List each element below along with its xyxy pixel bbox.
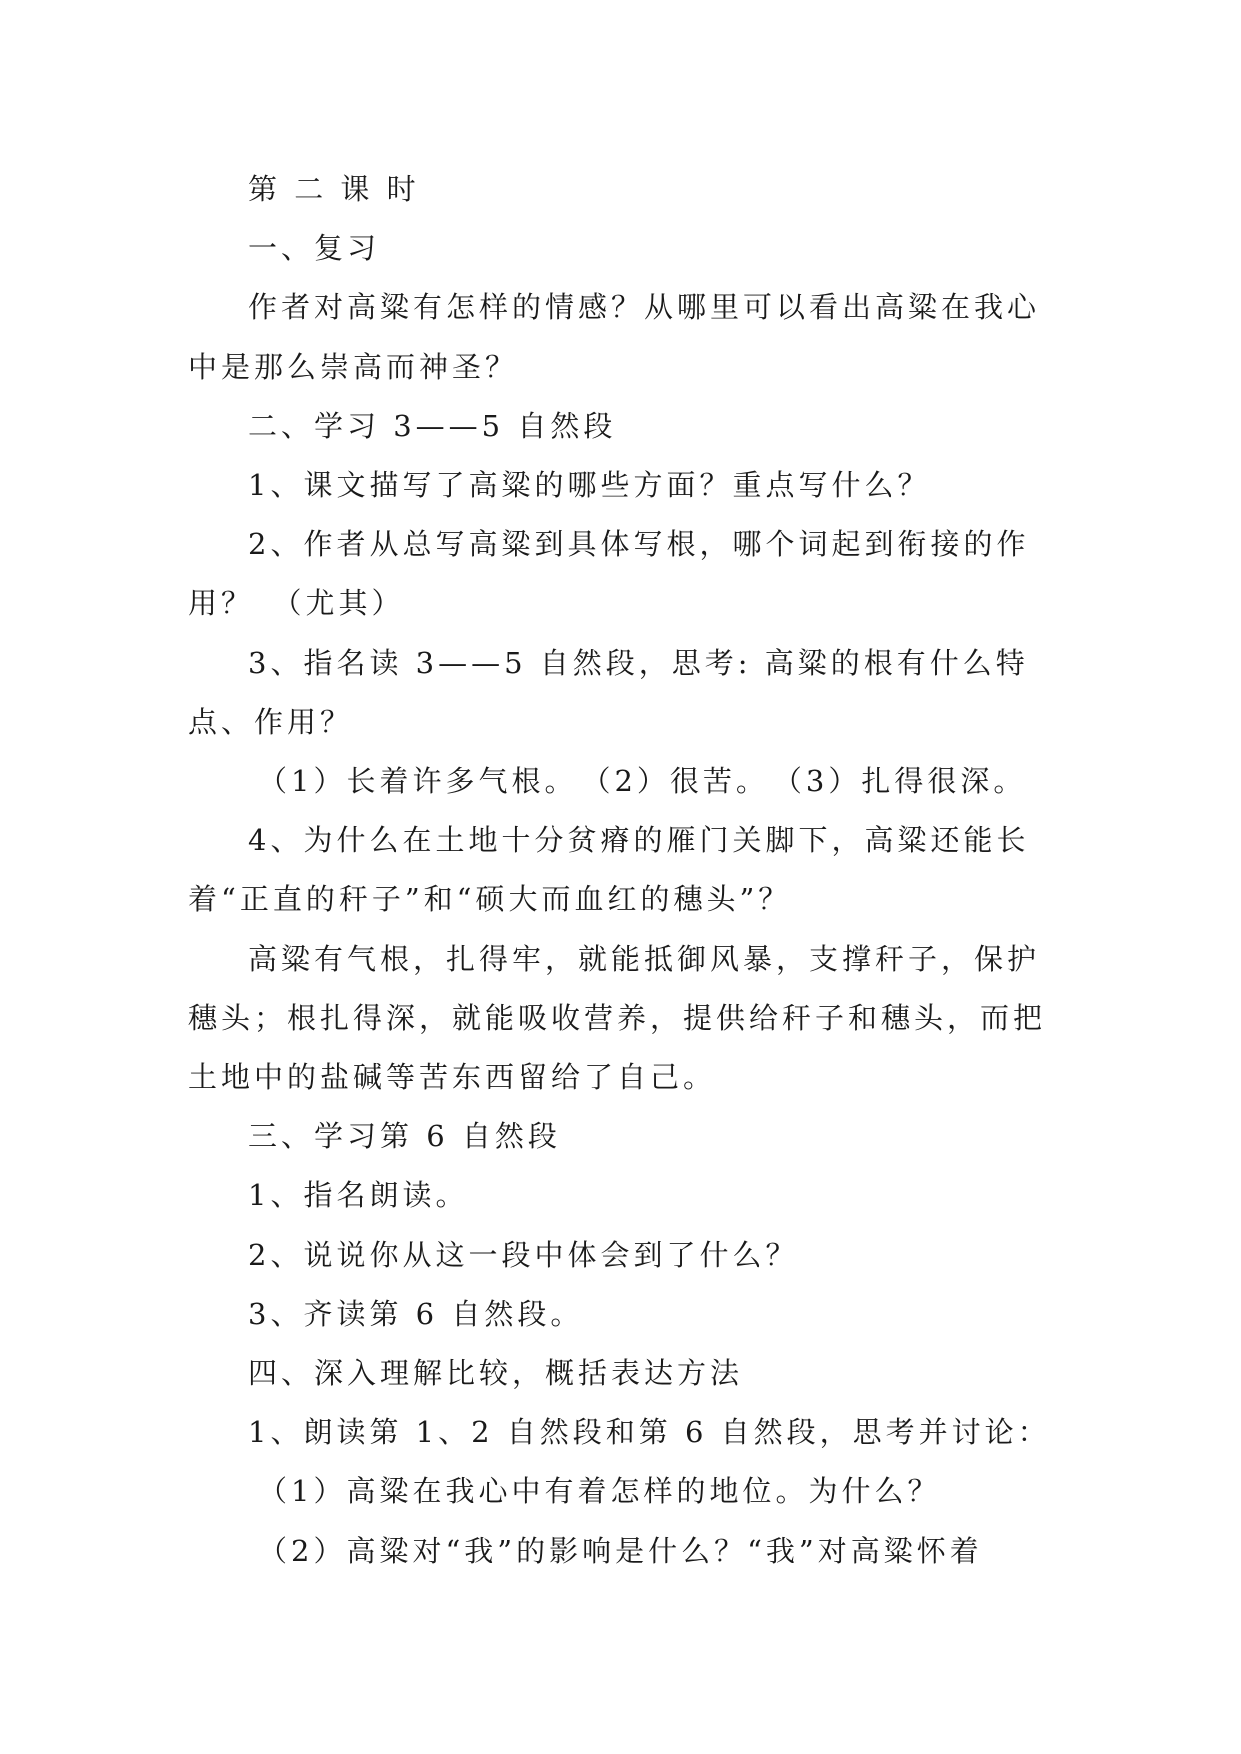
question-2: 2、作者从总写高粱到具体写根，哪个词起到衔接的作用？ （尤其） [188, 527, 1030, 621]
question-1: 1、课文描写了高粱的哪些方面？重点写什么？ [248, 468, 931, 503]
section3-heading: 三、学习第 6 自然段 [248, 1119, 561, 1154]
question-4: 4、为什么在土地十分贫瘠的雁门关脚下，高粱还能长着“正直的秆子”和“硕大而血红的穗头”？ [188, 823, 1030, 917]
review-question: 作者对高粱有怎样的情感？从哪里可以看出高粱在我心中是那么崇高而神圣？ [188, 290, 1041, 384]
question-3-answers: （1）长着许多气根。 （2）很苦。 （3）扎得很深。 [258, 764, 1027, 799]
section4-heading: 四、深入理解比较，概括表达方法 [248, 1356, 744, 1391]
question-4-answer: 高粱有气根，扎得牢，就能抵御风暴，支撑秆子，保护穗头；根扎得深，就能吸收营养，提供给秆子和穗头，而把土地中的盐碱等苦东西留给了自己。 [188, 941, 1047, 1095]
document-body [188, 160, 1068, 1581]
section3-item-1: 1、指名朗读。 [248, 1178, 469, 1213]
section4-item-1: 1、朗读第 1、2 自然段和第 6 自然段，思考并讨论： [248, 1415, 1051, 1450]
review-heading: 一、复习 [248, 231, 381, 266]
section4-sub-1: （1）高粱在我心中有着怎样的地位。为什么？ [258, 1474, 941, 1509]
section2-heading: 二、学习 3——5 自然段 [248, 408, 617, 443]
section4-sub-2: （2）高粱对“我”的影响是什么？“我”对高粱怀着 [258, 1533, 983, 1568]
section3-item-3: 3、齐读第 6 自然段。 [248, 1296, 584, 1331]
section3-item-2: 2、说说你从这一段中体会到了什么？ [248, 1237, 799, 1272]
lesson-title: 第 二 课 时 [248, 172, 420, 206]
question-3: 3、指名读 3——5 自然段，思考: 高粱的根有什么特点、作用？ [188, 645, 1029, 739]
